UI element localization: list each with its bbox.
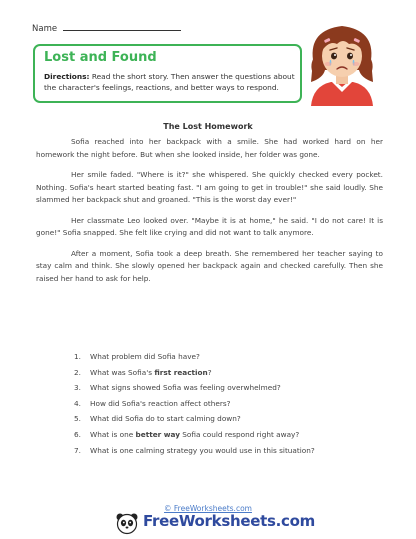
name-label: Name <box>32 24 58 34</box>
question-emphasis: better way <box>135 429 180 439</box>
question-item <box>74 446 374 462</box>
question-item <box>74 352 374 368</box>
story-title: The Lost Homework <box>163 122 253 131</box>
logo-worksheets: Worksheets <box>178 512 276 530</box>
question-number: 1. <box>74 352 81 361</box>
question-text-end: ? <box>207 367 212 377</box>
directions-text <box>44 72 296 93</box>
question-emphasis: first reaction <box>154 367 208 377</box>
question-text: What was Sofia's <box>90 367 155 377</box>
story-paragraph: Her classmate Leo looked over. "Maybe it is at home," he said. "I do not care! It is gone!" Sofia snapped. She felt like crying and did not want to talk anymore. <box>36 215 383 237</box>
question-item <box>74 368 374 384</box>
story-paragraph: After a moment, Sofia took a deep breath. She remembered her teacher saying to stay calm and think. She slowly opened her backpack again and checked carefully. Then she raised her hand to ask for help. <box>36 248 383 283</box>
story-paragraph: Sofia reached into her backpack with a smile. She had worked hard on her homework the night before. But when she looked inside, her folder was gone. <box>36 137 383 159</box>
directions-label: Directions: <box>44 72 90 81</box>
question-number: 7. <box>74 445 81 455</box>
copyright-link[interactable]: © FreeWorksheets.com <box>164 504 252 513</box>
question-number: 4. <box>74 398 81 408</box>
question-list <box>74 352 374 461</box>
question-number: 3. <box>74 383 81 393</box>
story-body <box>36 136 383 293</box>
logo-free: Free <box>143 512 179 530</box>
panda-icon <box>115 511 139 535</box>
question-number: 6. <box>74 429 81 439</box>
question-item <box>74 414 374 430</box>
question-text: What signs showed Sofia was feeling overwhelmed? <box>90 383 281 393</box>
question-text: What did Sofia do to start calming down? <box>90 414 241 424</box>
name-field-row <box>32 22 181 34</box>
question-text: How did Sofia's reaction affect others? <box>90 398 231 408</box>
question-text: What problem did Sofia have? <box>90 352 200 361</box>
question-text-end: Sofia could respond right away? <box>179 429 300 439</box>
name-blank-line[interactable] <box>63 22 181 31</box>
directions-body: Read the short story. Then answer the questions about the character's feelings, reactions, and better ways to respond. <box>44 72 295 92</box>
question-text: What is one calming strategy you would use in this situation? <box>90 445 315 455</box>
worksheet-title: Lost and Found <box>44 50 157 65</box>
title-box <box>33 44 302 103</box>
site-logo[interactable] <box>115 511 315 535</box>
logo-com: .com <box>275 512 315 530</box>
question-number: 5. <box>74 414 81 424</box>
question-number: 2. <box>74 367 81 377</box>
logo-wordmark <box>143 512 315 530</box>
question-text: What is one <box>90 429 136 439</box>
sad-girl-illustration <box>299 20 385 106</box>
question-item <box>74 430 374 446</box>
question-item <box>74 383 374 399</box>
story-paragraph: Her smile faded. "Where is it?" she whispered. She quickly checked every pocket. Nothing. Sofia's heart started beating fast. "I am going to get in trouble!" she said loudly. She slammed her backpack shut and groaned. "This is the worst day ever!" <box>36 170 383 204</box>
question-item <box>74 399 374 415</box>
